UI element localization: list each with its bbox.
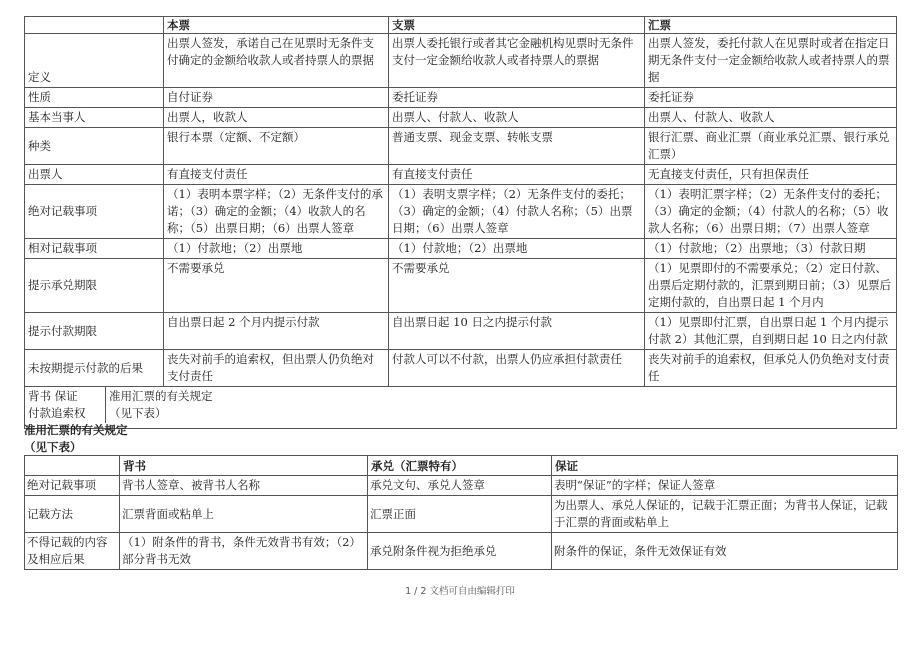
row-label: 绝对记载事项	[25, 476, 120, 496]
row-label: 基本当事人	[25, 108, 164, 128]
table-row	[25, 165, 897, 185]
cell: 银行本票（定额、不定额）	[164, 128, 389, 165]
row-label: 提示付款期限	[25, 313, 164, 350]
cell: 无直接支付责任，只有担保责任	[645, 165, 897, 185]
cell: （1）见票即付汇票，自出票日起 1 个月内提示付款 2）其他汇票，自到期日起 10 日之内付款	[645, 313, 897, 350]
table-row	[25, 128, 897, 165]
cell: 附条件的保证，条件无效保证有效	[552, 533, 898, 570]
cell: 为出票人、承兑人保证的，记载于汇票正面；为背书人保证，记载于汇票的背面或粘单上	[552, 496, 898, 533]
cell-line: 准用汇票的有关规定	[109, 389, 213, 403]
row-label: 定义	[25, 34, 164, 88]
row-label: 绝对记载事项	[25, 185, 164, 239]
cell: 承兑文句、承兑人签章	[368, 476, 552, 496]
table-row	[25, 313, 897, 350]
cell: 出票人、付款人、收款人	[645, 108, 897, 128]
table-row	[25, 34, 897, 88]
cell: 丧失对前手的追索权，但承兑人仍负绝对支付责任	[645, 350, 897, 387]
cell: 自出票日起 2 个月内提示付款	[164, 313, 389, 350]
table-row	[25, 185, 897, 239]
cell: 背书人签章、被背书人名称	[120, 476, 368, 496]
cell: 普通支票、现金支票、转帐支票	[389, 128, 645, 165]
row-label: 未按期提示付款的后果	[25, 350, 164, 387]
cell: 汇票背面或粘单上	[120, 496, 368, 533]
cell: 委托证券	[389, 88, 645, 108]
cell: 出票人，收款人	[164, 108, 389, 128]
row-label: 相对记载事项	[25, 239, 164, 259]
header-cell: 本票	[164, 17, 389, 34]
cell: 委托证券	[645, 88, 897, 108]
cell: （1）表明本票字样；（2）无条件支付的承诺；（3）确定的金额；（4）收款人的名称；（5）出票日期；（6）出票人签章	[164, 185, 389, 239]
cell: （1）付款地；（2）出票地	[164, 239, 389, 259]
cell: （1）付款地；（2）出票地	[389, 239, 645, 259]
row-label: 提示承兑期限	[25, 259, 164, 313]
table-row	[25, 496, 898, 533]
cell: 银行汇票、商业汇票（商业承兑汇票、银行承兑汇票）	[645, 128, 897, 165]
header-cell: 承兑（汇票特有）	[368, 456, 552, 476]
table-row	[25, 88, 897, 108]
page-footer: 1 / 2 文档可自由编辑打印	[405, 586, 515, 597]
section-subtitle: （见下表）	[24, 440, 82, 454]
cell: 汇票正面	[368, 496, 552, 533]
bill-comparison-table	[24, 16, 897, 429]
cell: （1）见票即付的不需要承兑；（2）定日付款、出票后定期付款的，汇票到期日前；（3）见票后定期付款的，自出票日起 1 个月内	[645, 259, 897, 313]
row-label: 记载方法	[25, 496, 120, 533]
header-cell	[25, 456, 120, 476]
table-header-row	[25, 456, 898, 476]
cell: 出票人签发，承诺自己在见票时无条件支付确定的金额给收款人或者持票人的票据	[164, 34, 389, 88]
cell: 不需要承兑	[164, 259, 389, 313]
row-label: 种类	[25, 128, 164, 165]
header-cell: 保证	[552, 456, 898, 476]
cell: （1）付款地；（2）出票地；（3）付款日期	[645, 239, 897, 259]
cell: 出票人签发，委托付款人在见票时或者在指定日期无条件支付一定金额给收款人或者持票人的票据	[645, 34, 897, 88]
cell: 不需要承兑	[389, 259, 645, 313]
cell: 自付证券	[164, 88, 389, 108]
header-cell: 汇票	[645, 17, 897, 34]
endorsement-rules-table	[24, 455, 898, 570]
label-line: 背书 保证	[28, 389, 78, 403]
cell: 有直接支付责任	[164, 165, 389, 185]
header-cell: 背书	[120, 456, 368, 476]
section-title: 准用汇票的有关规定	[24, 423, 128, 437]
header-cell: 支票	[389, 17, 645, 34]
cell: 出票人委托银行或者其它金融机构见票时无条件支付一定金额给收款人或者持票人的票据	[389, 34, 645, 88]
cell: 有直接支付责任	[389, 165, 645, 185]
table-row	[25, 259, 897, 313]
cell: 出票人、付款人、收款人	[389, 108, 645, 128]
cell: 承兑附条件视为拒绝承兑	[368, 533, 552, 570]
table-row	[25, 533, 898, 570]
cell	[106, 387, 216, 423]
cell: 丧失对前手的追索权，但出票人仍负绝对支付责任	[164, 350, 389, 387]
cell-line: （见下表）	[109, 406, 167, 420]
label-line: 付款追索权	[28, 406, 86, 420]
table-row	[25, 476, 898, 496]
row-label: 性质	[25, 88, 164, 108]
table-header-row	[25, 17, 897, 34]
row-label	[25, 387, 106, 423]
cell: （1）附条件的背书，条件无效背书有效；（2）部分背书无效	[120, 533, 368, 570]
header-cell	[25, 17, 164, 34]
table-row-endorsement	[25, 387, 897, 429]
row-label: 不得记载的内容及相应后果	[25, 533, 120, 570]
table-row	[25, 239, 897, 259]
table-row	[25, 350, 897, 387]
cell: （1）表明支票字样；（2）无条件支付的委托；（3）确定的金额；（4）付款人名称；（5）出票日期；（6）出票人签章	[389, 185, 645, 239]
cell: （1）表明汇票字样；（2）无条件支付的委托；（3）确定的金额；（4）付款人的名称；（5）收款人名称；（6）出票日期；（7）出票人签章	[645, 185, 897, 239]
cell: 自出票日起 10 日之内提示付款	[389, 313, 645, 350]
table-row	[25, 108, 897, 128]
row-label: 出票人	[25, 165, 164, 185]
cell: 付款人可以不付款，出票人仍应承担付款责任	[389, 350, 645, 387]
cell: 表明“保证”的字样；保证人签章	[552, 476, 898, 496]
